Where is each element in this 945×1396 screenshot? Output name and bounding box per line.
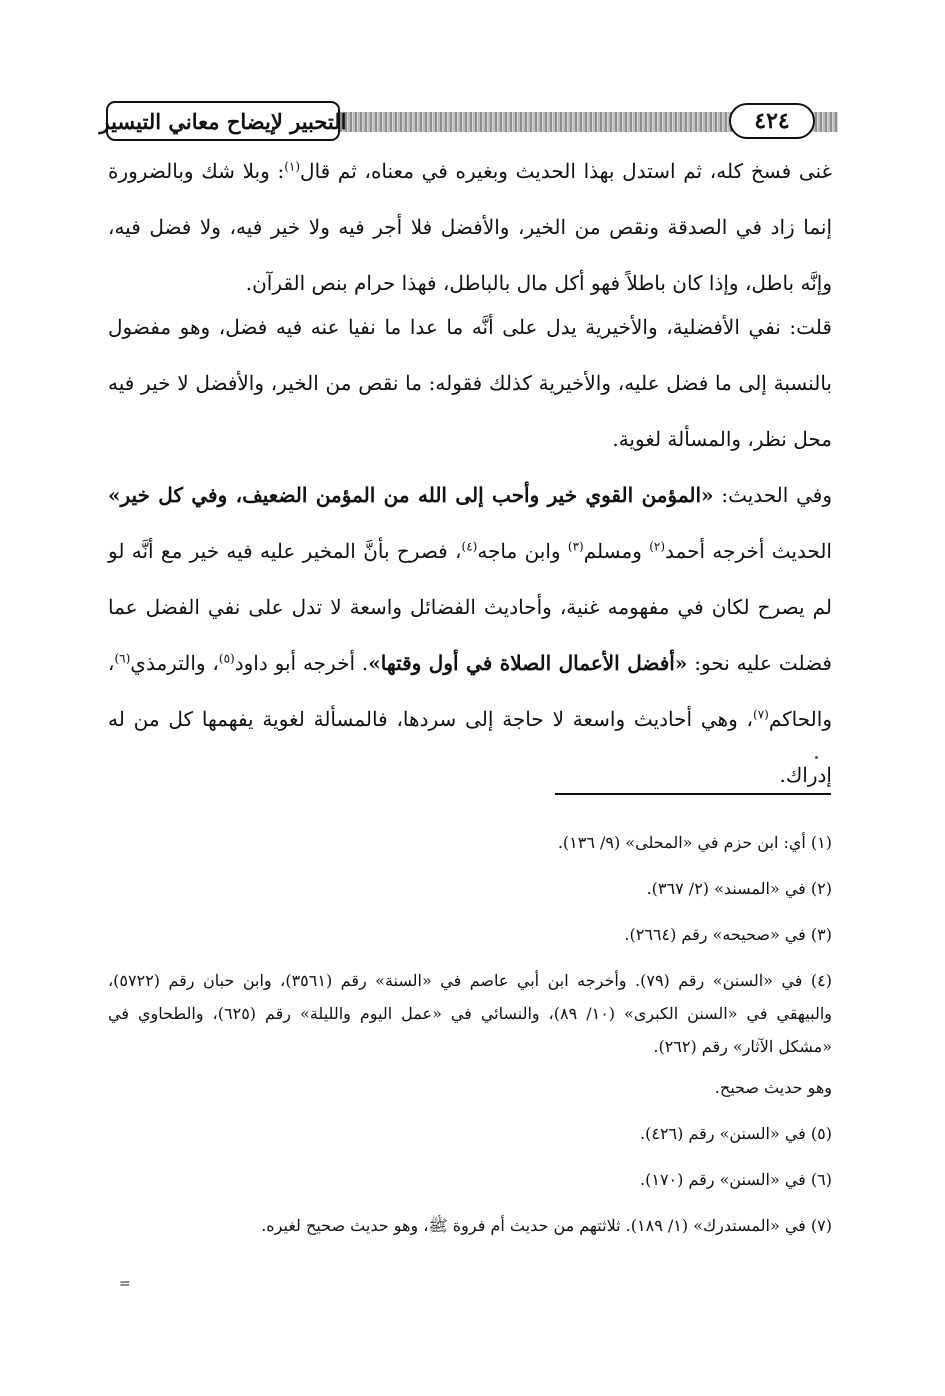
footnote-3: (٣) في «صحيحه» رقم (٢٦٦٤). [624,925,832,944]
footnote-ref-6[interactable]: (٦) [114,651,131,666]
p3-text-i: ، وهي أحاديث واسعة لا حاجة إلى سردها، فالمسألة لغوية يفهمها كل من له إدراك. [108,707,832,787]
footnote-5: (٥) في «السنن» رقم (٤٢٦). [640,1124,832,1143]
p3-text-h: ، والحاكم [108,651,832,731]
footnote-ref-5[interactable]: (٥) [218,651,235,666]
paragraph-1 [108,143,832,311]
p1-text-b: : وبلا شك وبالضرورة إنما زاد في الصدقة ونقص من الخير، والأفضل فلا أجر فيه ولا خير فيه، ولا فضل فيه، وإنَّه باطل، وإذا كان باطلاً فهو أكل مال بالباطل، فهذا حرام بنص القرآن. [108,159,832,295]
footnote-2: (٢) في «المسند» (٢/ ٣٦٧). [646,879,832,898]
footnote-ref-4[interactable]: (٤) [461,539,478,554]
footnote-7: (٧) في «المستدرك» (١/ ١٨٩). ثلاثتهم من حديث أم فروة ﷺ، وهو حديث صحيح لغيره. [261,1216,832,1235]
p3-text-e: ، فصرح بأنَّ المخير عليه فيه خير مع أنَّه لو لم يصرح لكان في مفهومه غنية، وأحاديث الفضائل واسعة لا تدل على نفي الفضل عما فضلت عليه نحو: [108,539,832,675]
hadith-quote-2: «أفضل الأعمال الصلاة في أول وقتها» [368,651,688,675]
p3-text-b: الحديث أخرجه أحمد [665,539,832,563]
p1-text-a: غنى فسخ كله، ثم استدل بهذا الحديث وبغيره في معناه، ثم قال [300,159,833,183]
p3-text-a: وفي الحديث: [713,483,832,507]
footnote-ref-1[interactable]: (١) [284,159,301,174]
p3-text-g: ، والترمذي [130,651,219,675]
running-header-title: التحبير لإيضاح معاني التيسير [106,101,340,141]
p3-text-c: ومسلم [583,539,650,563]
paragraph-2: قلت: نفي الأفضلية، والأخيرية يدل على أنَّه ما عدا ما نفيا عنه فيه فضل، وهو مفضول بالنسبة إلى ما فضل عليه، والأخيرية كذلك فقوله: ما نقص من الخير، والأفضل لا خير فيه محل نظر، والمسألة لغوية. [108,315,832,451]
stray-dot [815,756,818,759]
footnote-4-grading: وهو حديث صحيح. [714,1078,832,1097]
footnote-6: (٦) في «السنن» رقم (١٧٠). [640,1170,832,1189]
footnote-ref-2[interactable]: (٢) [649,539,666,554]
footnote-1: (١) أي: ابن حزم في «المحلى» (٩/ ١٣٦). [557,833,832,852]
page-number: ٤٢٤ [729,103,815,139]
footnote-ref-7[interactable]: (٧) [753,707,769,722]
paragraph-3 [108,467,832,803]
footnote-4: (٤) في «السنن» رقم (٧٩). وأخرجه ابن أبي عاصم في «السنة» رقم (٣٥٦١)، وابن حبان رقم (٥٧٢٢)، والبيهقي في «السنن الكبرى» (١٠/ ٨٩)، والنسائي في «عمل اليوم والليلة» رقم (٦٢٥)، والطحاوي في «مشكل الآثار» رقم (٢٦٢). [108,971,833,1056]
hadith-quote-1: «المؤمن القوي خير وأحب إلى الله من المؤمن الضعيف، وفي كل خير» [108,483,714,507]
footnote-separator [555,793,831,795]
footnote-ref-3[interactable]: (٣) [567,539,584,554]
p3-text-f: . أخرجه أبو داود [234,651,369,675]
p3-text-d: وابن ماجه [477,539,568,563]
footnotes [108,826,832,1255]
continuation-mark: = [119,1276,131,1292]
